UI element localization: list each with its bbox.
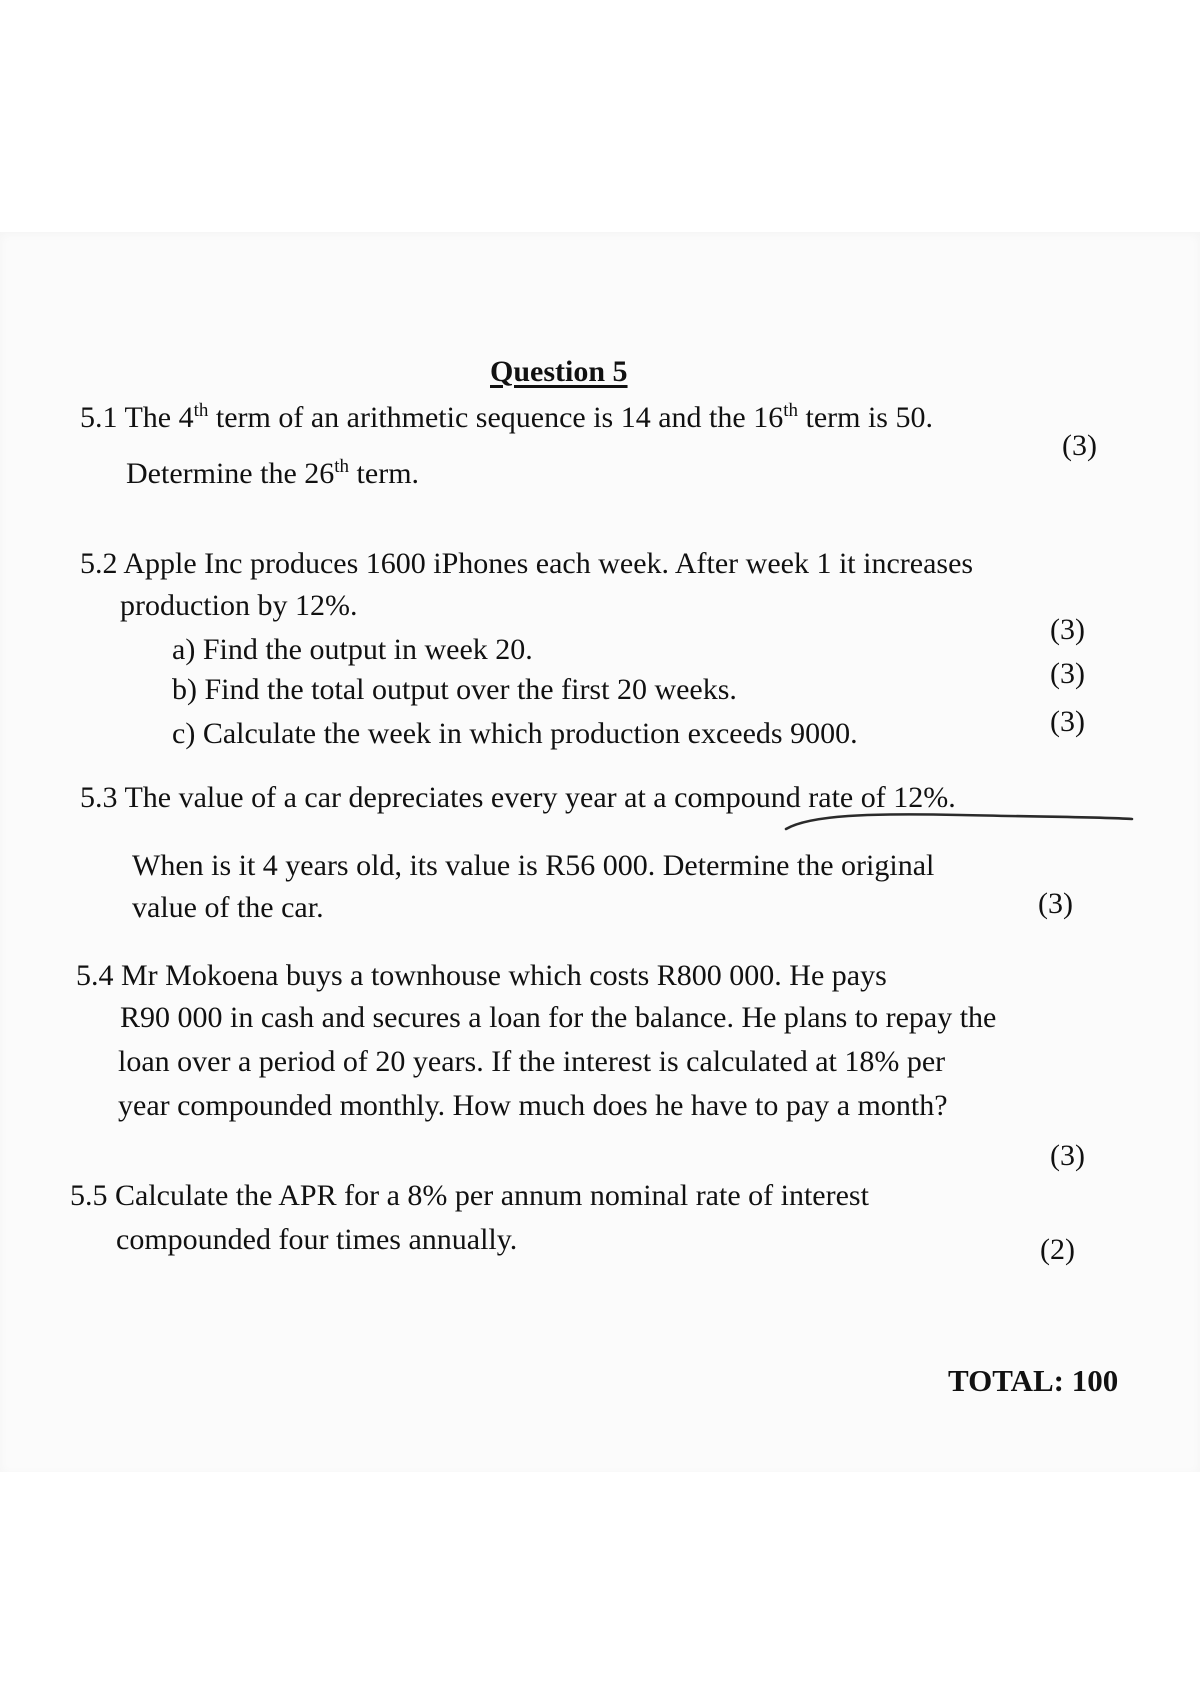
q5-4-line-2: R90 000 in cash and secures a loan for the balance. He plans to repay the: [120, 1001, 997, 1034]
q5-4-number: 5.4: [76, 959, 114, 992]
q5-2-part-a-text: Find the output in week 20.: [202, 633, 533, 666]
q5-1-text-d: Determine the 26: [126, 457, 335, 490]
q5-2-part-c-text: Calculate the week in which production exceeds 9000.: [202, 717, 858, 750]
q5-2-text-1: Apple Inc produces 1600 iPhones each week. After week 1 it increases: [123, 547, 974, 580]
q5-1-number: 5.1: [80, 401, 118, 434]
q5-2-part-c: [172, 716, 858, 752]
q5-1-text-a: The 4: [124, 401, 194, 434]
q5-3-line-2: When is it 4 years old, its value is R56 000. Determine the original: [132, 849, 935, 882]
q5-2-line-1: [80, 546, 973, 582]
q5-2-part-b-marks: (3): [1050, 657, 1085, 690]
question-heading: Question 5: [490, 355, 628, 388]
handwritten-underline: [780, 805, 1140, 835]
q5-2-part-c-label: c): [172, 717, 196, 750]
q5-2-part-b-text: Find the total output over the first 20 weeks.: [204, 673, 737, 706]
q5-5-marks: (2): [1040, 1233, 1075, 1266]
q5-3-number: 5.3: [80, 781, 118, 814]
q5-5-line-2: compounded four times annually.: [116, 1223, 518, 1256]
q5-4-line-3: loan over a period of 20 years. If the interest is calculated at 18% per: [118, 1045, 946, 1078]
q5-1-text-c: term is 50.: [797, 401, 933, 434]
q5-5-text-1: Calculate the APR for a 8% per annum nominal rate of interest: [115, 1179, 869, 1212]
q5-2-part-a: [172, 632, 533, 668]
q5-1-sup-1: th: [193, 400, 209, 421]
q5-1-line-2: [126, 456, 419, 492]
q5-4-text-1: Mr Mokoena buys a townhouse which costs R800 000. He pays: [121, 959, 887, 992]
q5-1-text-e: term.: [349, 457, 420, 490]
q5-3-marks: (3): [1038, 887, 1073, 920]
q5-1-line-1: [80, 400, 933, 436]
q5-2-line-2: production by 12%.: [120, 589, 358, 622]
q5-4-line-1: [76, 958, 887, 994]
q5-1-sup-3: th: [334, 456, 350, 477]
q5-2-part-a-marks: (3): [1050, 613, 1085, 646]
q5-3-text-1: The value of a car depreciates every year at a compound rate of 12%.: [124, 781, 956, 814]
q5-5-number: 5.5: [70, 1179, 108, 1212]
q5-1-marks: (3): [1062, 429, 1097, 462]
total-marks: TOTAL: 100: [948, 1363, 1119, 1398]
q5-2-part-b: [172, 672, 737, 708]
q5-2-part-c-marks: (3): [1050, 705, 1085, 738]
q5-5-line-1: [70, 1178, 869, 1214]
q5-2-number: 5.2: [80, 547, 118, 580]
q5-4-marks: (3): [1050, 1139, 1085, 1172]
q5-3-line-3: value of the car.: [132, 891, 324, 924]
q5-2-part-b-label: b): [172, 673, 197, 706]
q5-1-text-b: term of an arithmetic sequence is 14 and the 16: [208, 401, 784, 434]
q5-4-line-4: year compounded monthly. How much does he have to pay a month?: [118, 1089, 948, 1122]
q5-1-sup-2: th: [783, 400, 798, 421]
q5-2-part-a-label: a): [172, 633, 196, 666]
